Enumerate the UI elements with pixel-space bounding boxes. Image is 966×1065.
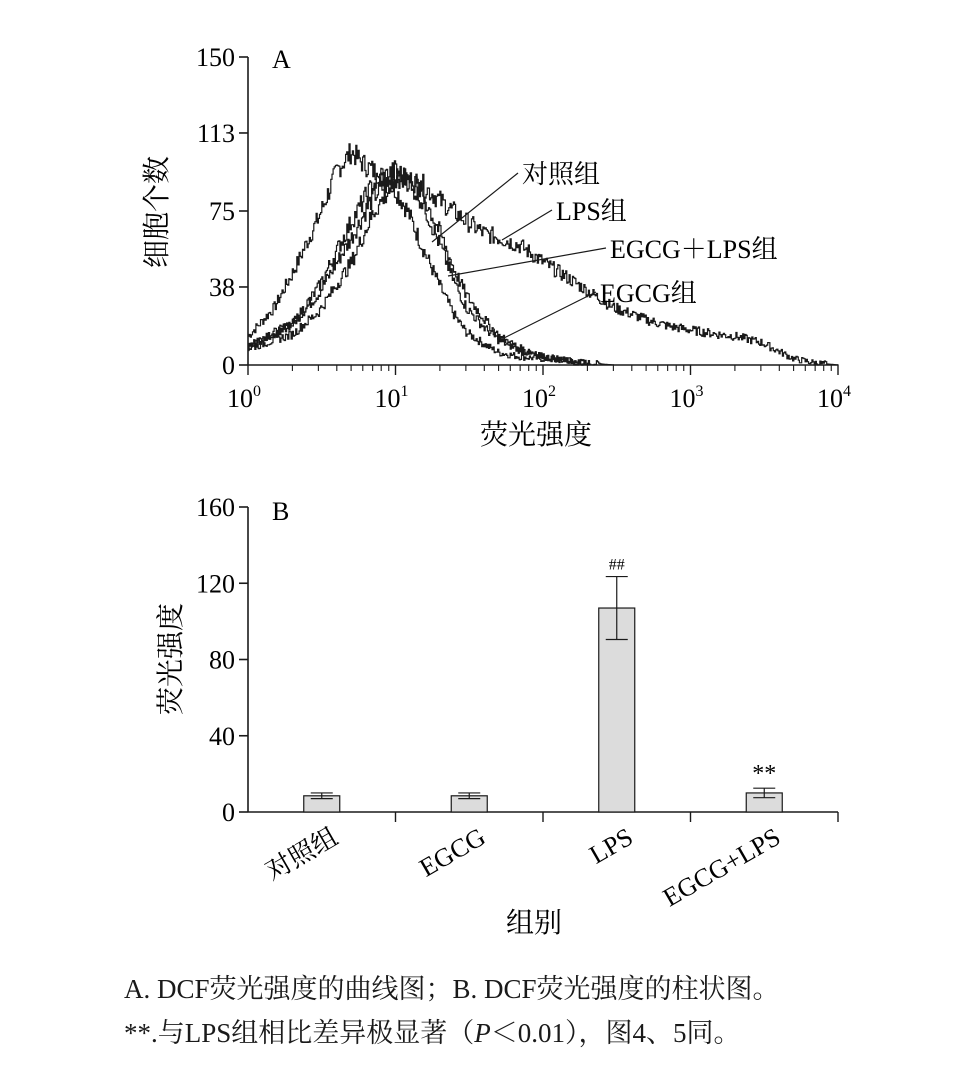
histogram-series-2 [248, 167, 838, 365]
y-tick-label: 120 [196, 569, 235, 599]
y-tick-label: 160 [196, 493, 235, 522]
panel-b-x-ticks [261, 812, 838, 912]
y-tick-label: 0 [222, 798, 235, 827]
panel-a-x-label: 荧光强度 [479, 420, 593, 451]
panel-b-y-label: 荧光强度 [156, 602, 187, 716]
x-tick-label [375, 383, 409, 413]
series-annotation: 对照组 [522, 160, 601, 189]
series-annotation: EGCG＋LPS组 [610, 235, 778, 264]
x-tick-exponent: 4 [843, 383, 851, 400]
caption-line-1-text: A. DCF荧光强度的曲线图；B. DCF荧光强度的柱状图。 [124, 974, 780, 1004]
y-tick-label: 80 [209, 645, 235, 675]
y-tick-label: 38 [209, 272, 235, 302]
y-tick-label: 40 [209, 721, 235, 751]
x-category-label: EGCG+LPS [657, 822, 786, 913]
panel-a-annotations [432, 160, 778, 339]
x-tick-base: 10 [669, 384, 696, 413]
panel-b-bar-chart [155, 493, 838, 939]
x-tick-label [522, 383, 556, 413]
panel-b-letter: B [272, 497, 290, 526]
significance-label: ## [608, 556, 625, 574]
x-tick-label [670, 383, 704, 413]
panel-a-histogram [141, 43, 851, 451]
y-tick-label: 75 [209, 197, 235, 226]
significance-label: ** [752, 761, 777, 788]
caption-p-symbol: P [474, 1018, 491, 1048]
series-leader-line [502, 292, 596, 339]
x-category-label: LPS [584, 822, 638, 870]
panel-a-y-label: 细胞个数 [142, 155, 173, 269]
panel-b-y-ticks [196, 493, 248, 827]
x-tick-base: 10 [374, 384, 401, 413]
series-annotation: LPS组 [556, 197, 627, 226]
x-category-label: 对照组 [260, 822, 343, 887]
panel-b-x-label: 组别 [505, 908, 563, 939]
figure-caption-line-2 [124, 1016, 741, 1050]
x-tick-exponent: 1 [400, 383, 409, 400]
caption-line-2-post: ＜0.01），图4、5同。 [490, 1018, 741, 1048]
x-tick-base: 10 [227, 384, 253, 413]
panel-a-letter: A [272, 45, 291, 74]
x-tick-exponent: 2 [548, 383, 556, 400]
x-tick-label [817, 383, 851, 413]
y-tick-label: 113 [196, 118, 235, 148]
x-tick-label [227, 383, 261, 413]
panel-b-bars [304, 557, 783, 812]
x-tick-base: 10 [817, 384, 843, 413]
panel-a-y-ticks [196, 43, 248, 380]
x-tick-exponent: 0 [253, 383, 261, 400]
series-annotation: EGCG组 [600, 279, 697, 308]
x-category-label: EGCG [414, 822, 491, 883]
caption-line-2-pre: .与LPS组相比差异极显著（ [151, 1018, 475, 1048]
series-leader-line [502, 210, 552, 240]
figure-caption-line-1 [124, 972, 780, 1006]
x-tick-exponent: 3 [695, 383, 704, 400]
panel-a-x-ticks [227, 365, 851, 413]
y-tick-label: 150 [196, 43, 235, 72]
caption-significance-marks: ** [124, 1018, 151, 1048]
x-tick-base: 10 [522, 384, 548, 413]
y-tick-label: 0 [222, 351, 235, 380]
